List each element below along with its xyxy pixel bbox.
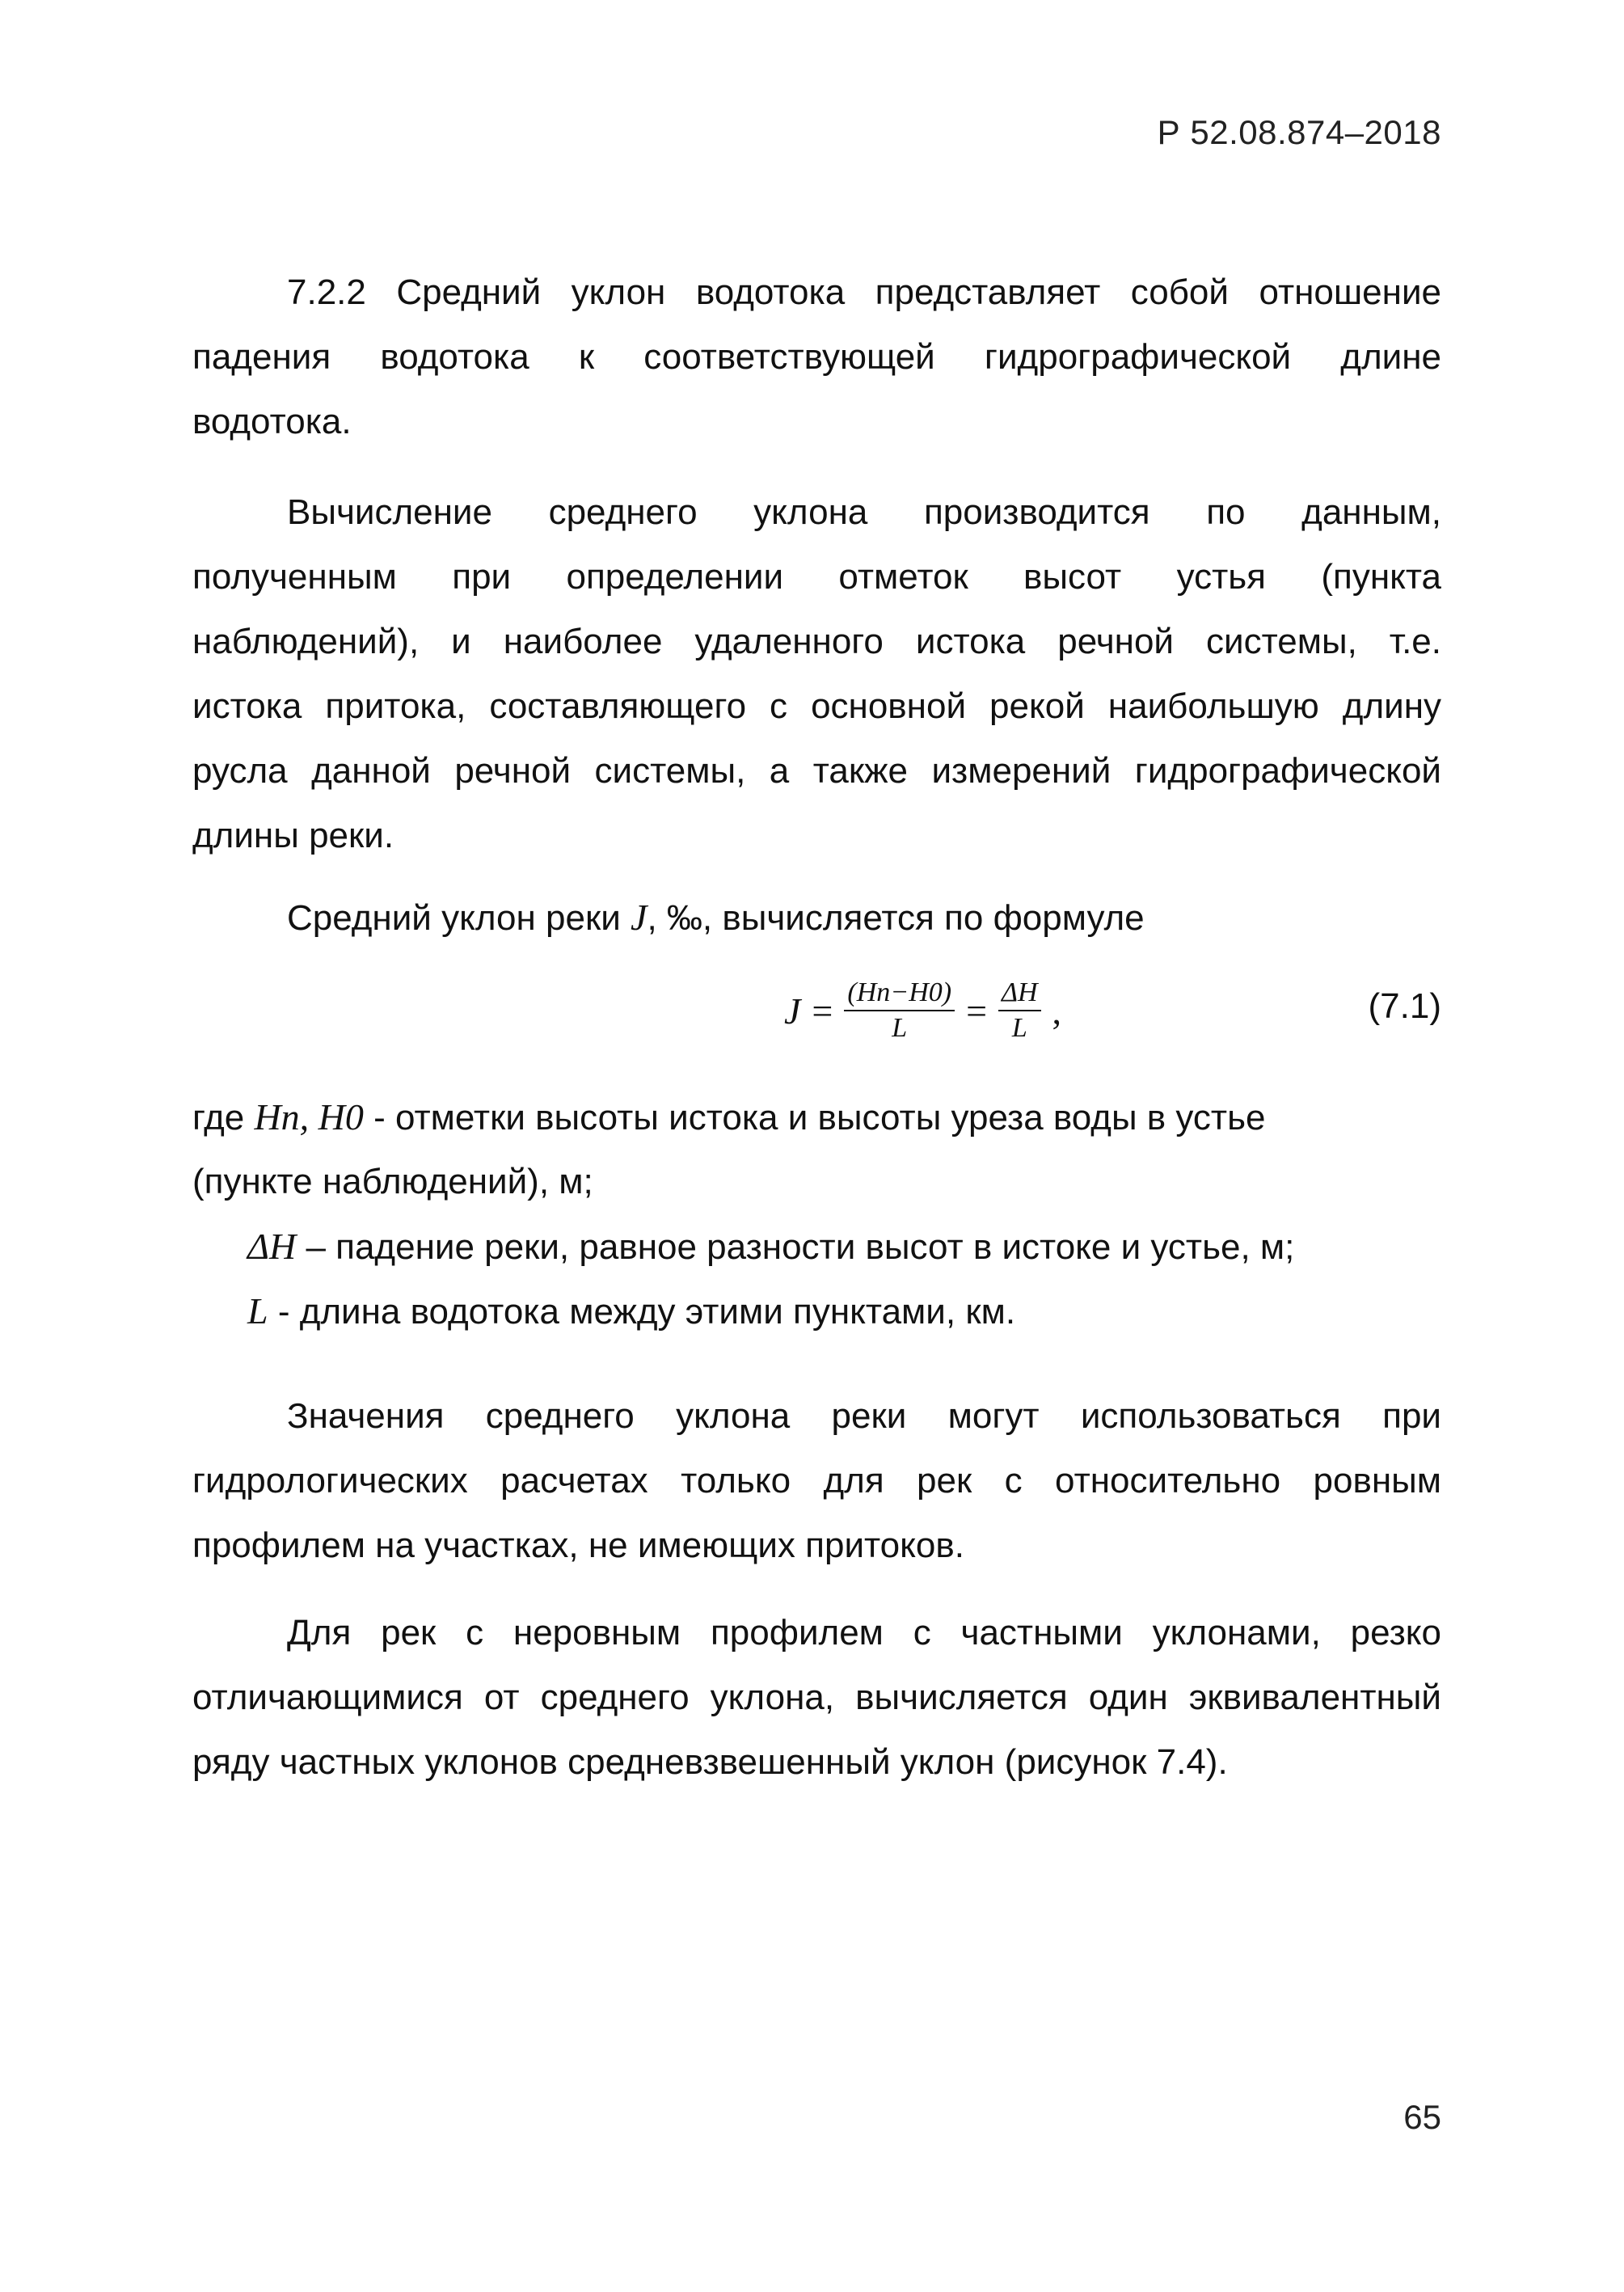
formula-equals: = <box>812 990 833 1032</box>
paragraph-line: падения водотока к соответствующей гидрографической длине <box>192 337 1441 377</box>
paragraph-7-2-2 <box>192 260 1441 454</box>
legend-text: (пункте наблюдений), м; <box>192 1162 593 1201</box>
paragraph-line: наблюдений), и наиболее удаленного истока речной системы, т.е. <box>192 622 1441 661</box>
paragraph-line: Значения среднего уклона реки могут использоваться при <box>287 1396 1441 1436</box>
paragraph-line: ряду частных уклонов средневзвешенный уклон (рисунок 7.4). <box>192 1742 1228 1782</box>
legend-var: ΔH <box>247 1226 297 1267</box>
legend-line-4 <box>247 1279 1015 1344</box>
formula-intro <box>287 885 1145 951</box>
formula-equals: = <box>966 990 988 1032</box>
formula-intro-suffix: , ‰, вычисляется по формуле <box>647 898 1145 938</box>
legend-prefix: где <box>192 1098 255 1138</box>
paragraph-line: отличающимися от среднего уклона, вычисляется один эквивалентный <box>192 1678 1441 1717</box>
paragraph-line: длины реки. <box>192 816 394 855</box>
legend-line-1 <box>192 1085 1265 1150</box>
paragraph-line: гидрологических расчетах только для рек с относительно ровным <box>192 1461 1441 1501</box>
legend-line-3 <box>247 1214 1294 1280</box>
paragraph-line: профилем на участках, не имеющих притоков. <box>192 1526 964 1565</box>
formula-fraction-1 <box>844 976 955 1045</box>
paragraph-line: Для рек с неровным профилем с частными уклонами, резко <box>287 1613 1441 1653</box>
paragraph-calculation <box>192 480 1441 868</box>
formula-fraction-2 <box>998 976 1041 1045</box>
legend-text: - отметки высоты истока и высоты уреза воды в устье <box>363 1098 1266 1138</box>
legend-text: – падение реки, равное разности высот в истоке и устье, м; <box>296 1227 1295 1267</box>
page-number: 65 <box>1403 2098 1441 2136</box>
document-code-header: Р 52.08.874–2018 <box>1157 113 1441 151</box>
legend-line-2 <box>192 1150 593 1214</box>
paragraph-line: русла данной речной системы, а также измерений гидрографической <box>192 751 1441 791</box>
formula-lhs: J <box>784 990 801 1032</box>
paragraph-values <box>192 1384 1441 1578</box>
paragraph-line: Вычисление среднего уклона производится по данным, <box>287 492 1441 532</box>
legend-vars: Hn, H0 <box>254 1096 364 1138</box>
paragraph-line: водотока. <box>192 402 352 441</box>
fraction-numerator: ΔH <box>998 976 1041 1011</box>
formula-intro-var: J <box>631 897 647 938</box>
paragraph-rough-profile <box>192 1601 1441 1795</box>
paragraph-line: истока притока, составляющего с основной рекой наибольшую длину <box>192 686 1441 726</box>
equation-number: (7.1) <box>1368 986 1441 1026</box>
formula-comma: , <box>1052 990 1062 1032</box>
formula-7-1 <box>784 966 1061 1055</box>
paragraph-line: полученным при определении отметок высот устья (пункта <box>192 557 1441 597</box>
fraction-denominator: L <box>892 1013 908 1043</box>
formula-intro-prefix: Средний уклон реки <box>287 898 631 938</box>
fraction-denominator: L <box>1011 1013 1027 1043</box>
fraction-numerator: (Hn−H0) <box>844 976 955 1011</box>
legend-var: L <box>247 1290 268 1332</box>
paragraph-line: 7.2.2 Средний уклон водотока представляет собой отношение <box>287 272 1441 312</box>
legend-text: - длина водотока между этими пунктами, км. <box>268 1292 1016 1332</box>
